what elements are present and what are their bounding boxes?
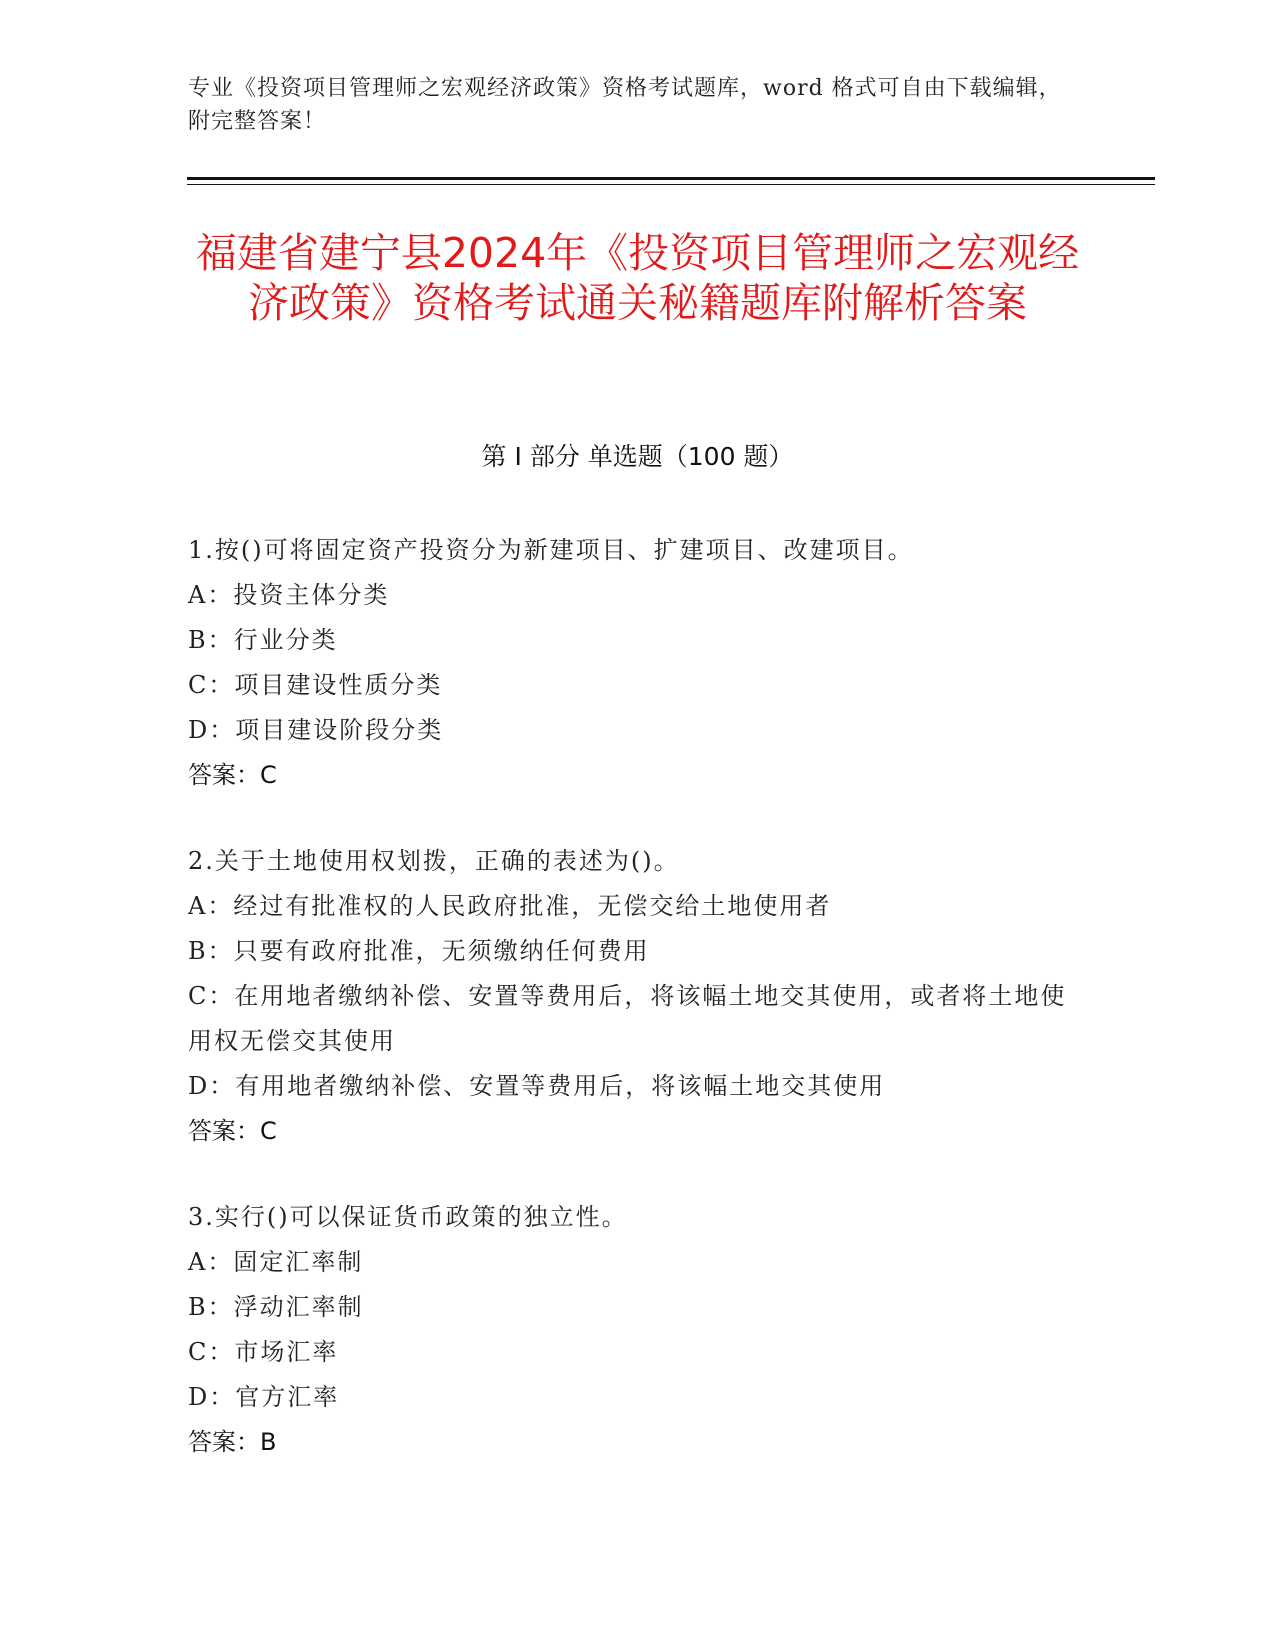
answer: 答案：C: [188, 1117, 277, 1145]
question-3: [188, 1195, 1088, 1465]
question-stem: 1.按()可将固定资产投资分为新建项目、扩建项目、改建项目。: [188, 536, 914, 564]
header-rule-thin: [187, 184, 1155, 185]
option-d: D：官方汇率: [188, 1383, 340, 1411]
option-a: A：固定汇率制: [188, 1248, 364, 1276]
answer: 答案：B: [188, 1428, 277, 1456]
option-b: B：浮动汇率制: [188, 1293, 364, 1321]
option-a: A：投资主体分类: [188, 581, 390, 609]
document-title: 福建省建宁县2024年《投资项目管理师之宏观经济政策》资格考试通关秘籍题库附解析答案: [195, 229, 1080, 327]
option-c: C：市场汇率: [188, 1338, 339, 1366]
question-list: [188, 528, 1088, 1506]
option-d: D：项目建设阶段分类: [188, 716, 444, 744]
section-title: 第 I 部分 单选题（100 题）: [481, 442, 794, 471]
question-2: [188, 839, 1088, 1154]
option-d: D：有用地者缴纳补偿、安置等费用后，将该幅土地交其使用: [188, 1072, 886, 1100]
option-c: C：项目建设性质分类: [188, 671, 443, 699]
option-c: C：在用地者缴纳补偿、安置等费用后，将该幅土地交其使用，或者将土地使用权无偿交其使用: [188, 982, 1067, 1055]
header-note: 专业《投资项目管理师之宏观经济政策》资格考试题库，word 格式可自由下载编辑，附完整答案！: [188, 76, 1062, 134]
answer: 答案：C: [188, 761, 277, 789]
question-1: [188, 528, 1088, 798]
option-b: B：行业分类: [188, 626, 338, 654]
question-stem: 3.实行()可以保证货币政策的独立性。: [188, 1203, 628, 1231]
header-rule-thick: [187, 177, 1155, 180]
option-b: B：只要有政府批准，无须缴纳任何费用: [188, 937, 650, 965]
question-stem: 2.关于土地使用权划拨，正确的表述为()。: [188, 847, 680, 875]
option-a: A：经过有批准权的人民政府批准，无偿交给土地使用者: [188, 892, 832, 920]
